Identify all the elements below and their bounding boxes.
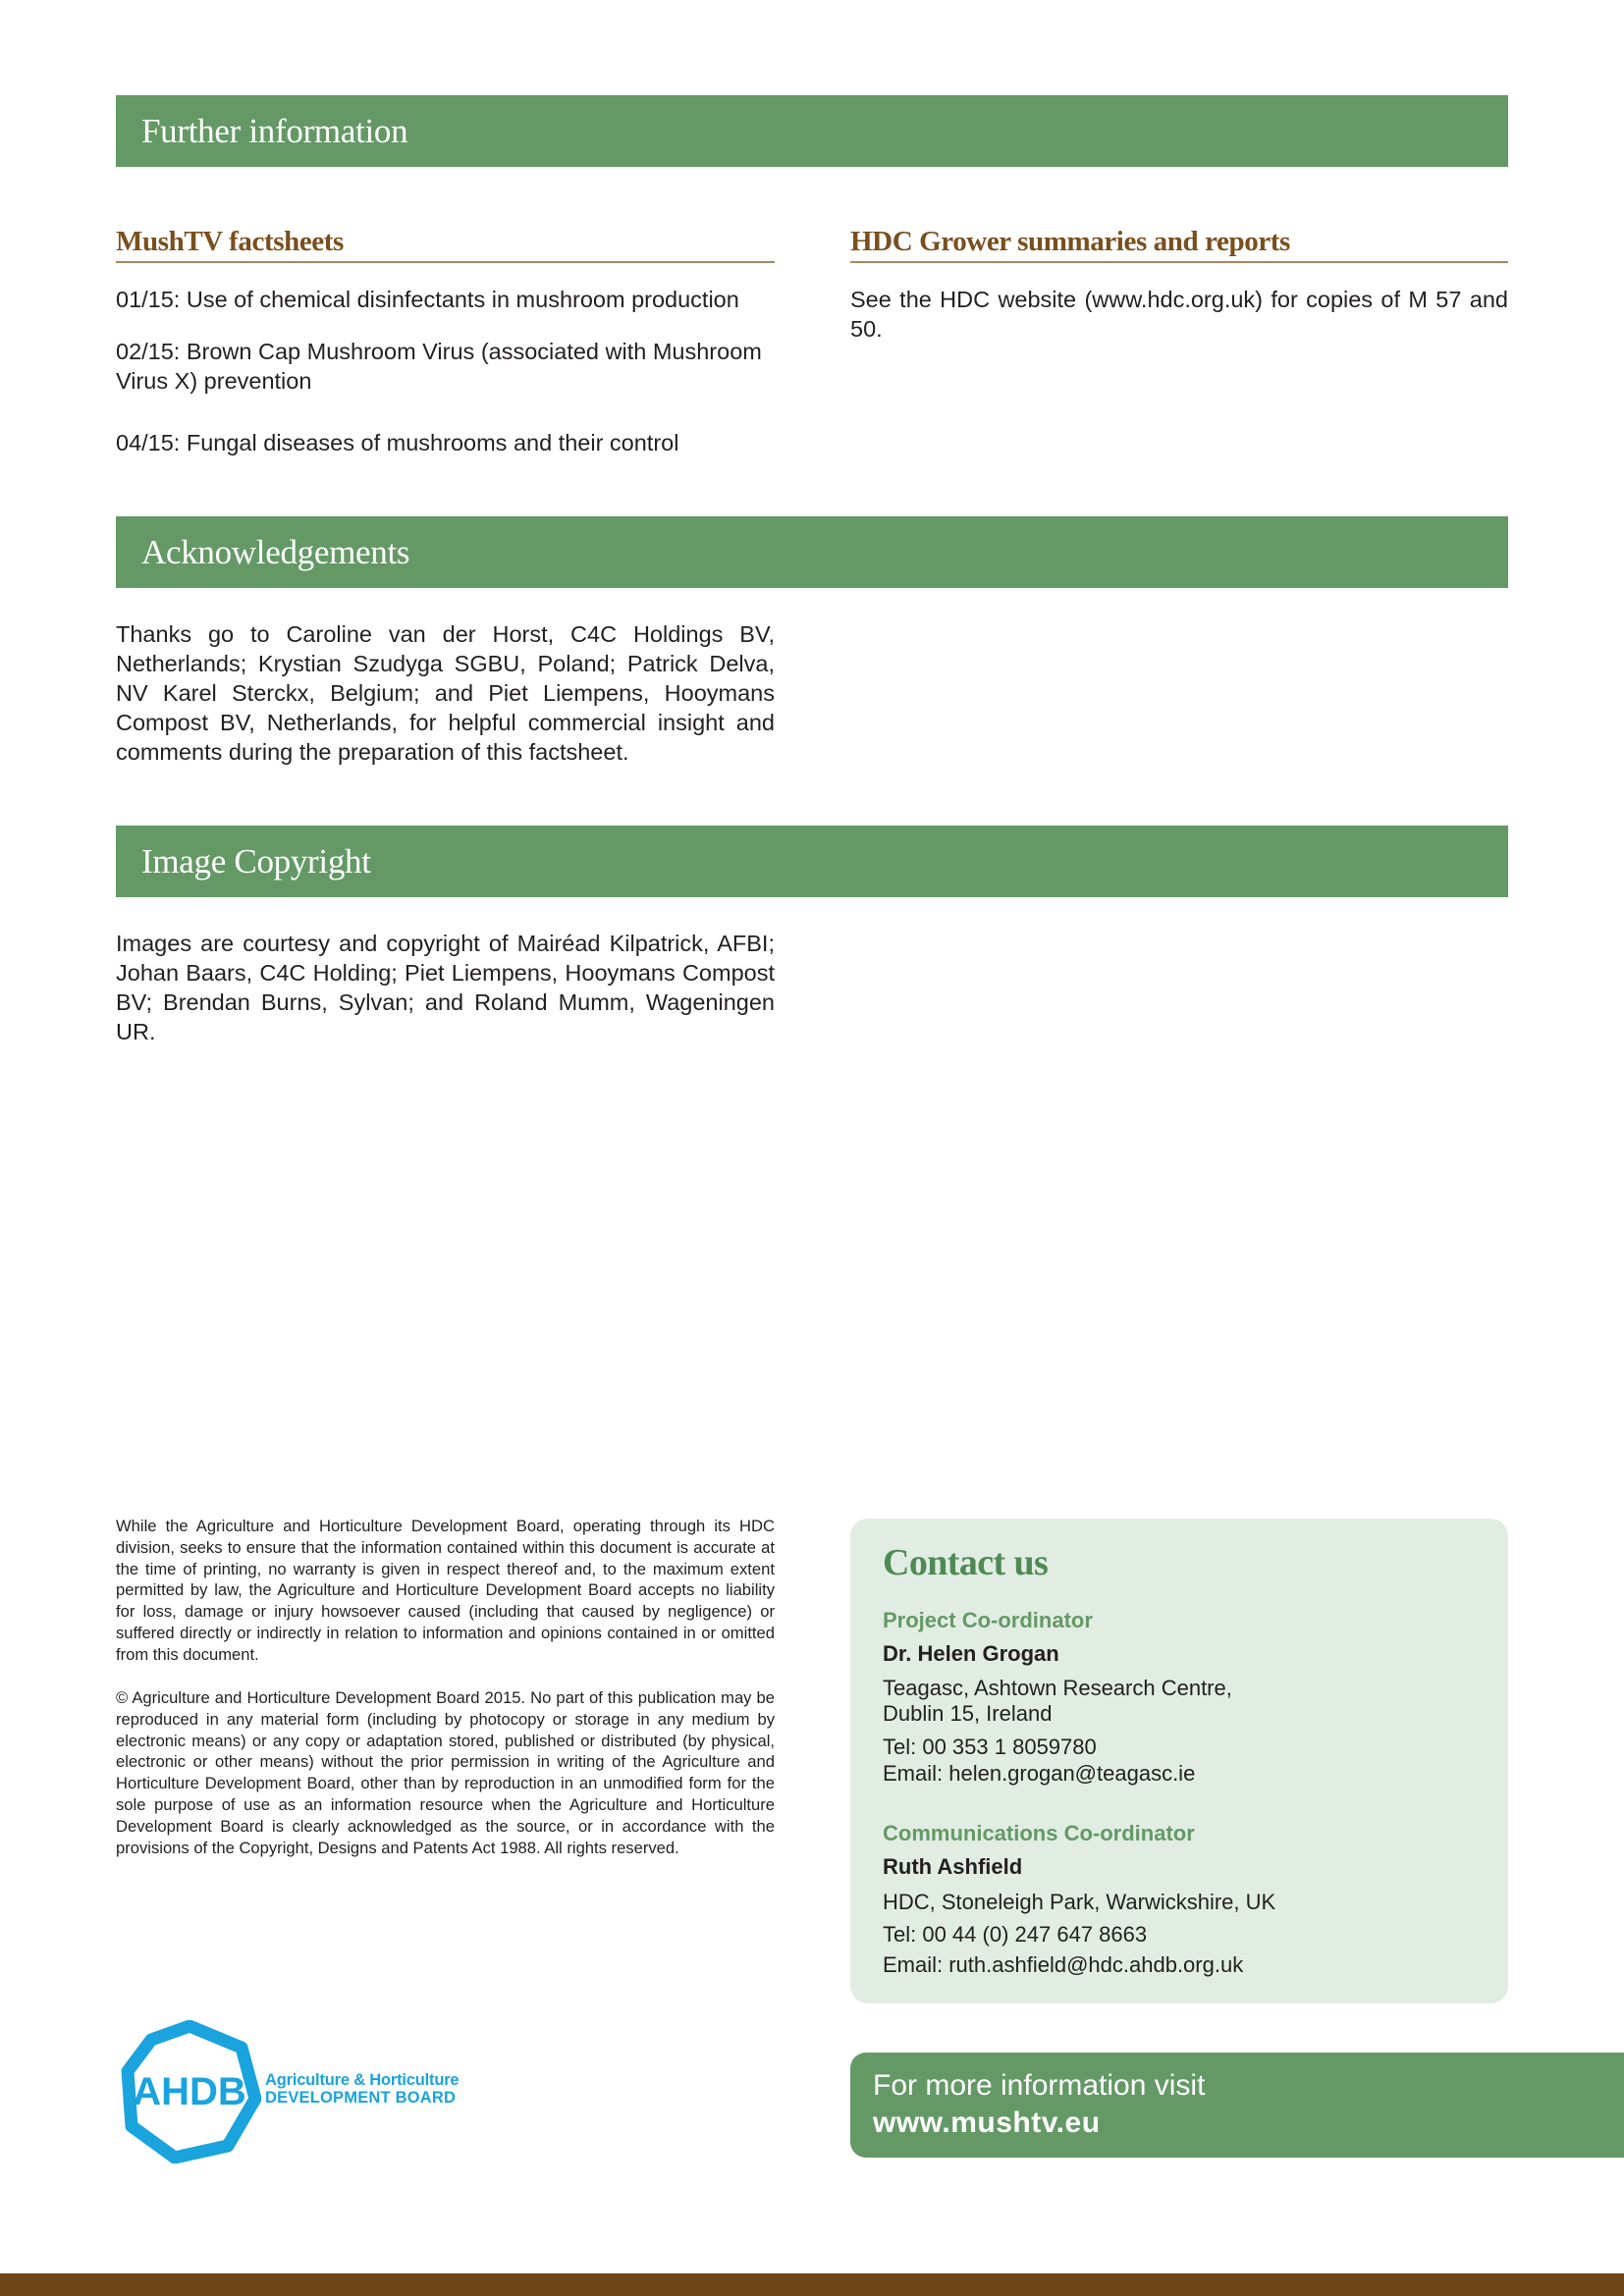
further-information-heading: Further information <box>116 95 1508 167</box>
mushtv-factsheets-heading: MushTV factsheets <box>116 226 344 257</box>
project-tel: Tel: 00 353 1 8059780 <box>883 1735 1097 1759</box>
disclaimer-paragraph: While the Agriculture and Horticulture Development Board, operating through its HDC division, seeks to ensure that the information contained within this document is accurate at the time of printing, no warranty is given in respect thereof and, to the maximum extent permitted by law, the Agriculture and Horticulture Development Board accepts no liability for loss, damage or injury howsoever caused (including that caused by negligence) or suffered directly or indirectly in relation to information and opinions contained in or omitted from this document. <box>116 1517 775 1664</box>
project-email[interactable]: Email: helen.grogan@teagasc.ie <box>883 1761 1196 1786</box>
image-copyright-heading: Image Copyright <box>116 826 1508 897</box>
communications-address: HDC, Stoneleigh Park, Warwickshire, UK <box>883 1890 1276 1914</box>
mushtv-heading-rule <box>116 261 775 263</box>
logo-line-development-board: DEVELOPMENT BOARD <box>265 2089 457 2107</box>
project-coordinator-role: Project Co-ordinator <box>883 1608 1093 1632</box>
image-copyright-text: Images are courtesy and copyright of Mairéad Kilpatrick, AFBI; Johan Baars, C4C Holding; Piet Liempens, Hooymans Compost BV; Brendan Burns, Sylvan; and Roland Mumm, Wageningen UR. <box>116 931 775 1044</box>
hdc-grower-summaries-heading: HDC Grower summaries and reports <box>850 226 1290 257</box>
factsheet-item: 04/15: Fungal diseases of mushrooms and their control <box>116 430 679 455</box>
communications-tel: Tel: 00 44 (0) 247 647 8663 <box>883 1922 1148 1947</box>
acknowledgements-text: Thanks go to Caroline van der Horst, C4C Holdings BV, Netherlands; Krystian Szudyga SGBU, Poland; Patrick Delva, NV Karel Sterckx, Belgium; and Piet Liempens, Hooymans Compost BV, Netherlands, for helpful commercial insight and comments during the preparation of this factsheet. <box>116 621 775 765</box>
contact-us-heading: Contact us <box>883 1542 1049 1583</box>
logo-line-agriculture: Agriculture & Horticulture <box>265 2071 460 2089</box>
factsheet-item: 02/15: Brown Cap Mushroom Virus (associated with Mushroom Virus X) prevention <box>116 339 762 394</box>
communications-email[interactable]: Email: ruth.ashfield@hdc.ahdb.org.uk <box>883 1952 1244 1977</box>
acknowledgements-heading: Acknowledgements <box>116 516 1508 588</box>
project-address-line: Dublin 15, Ireland <box>883 1701 1053 1726</box>
copyright-paragraph: © Agriculture and Horticulture Development Board 2015. No part of this publication may be reproduced in any material form (including by photocopy or storage in any medium by electronic means) or any copy or adaptation stored, published or distributed (by physical, electronic or other means) without the prior permission in writing of the Agriculture and Horticulture Development Board, other than by reproduction in an unmodified form for the sole purpose of use as an information resource when the Agriculture and Horticulture Development Board is clearly acknowledged as the source, or in accordance with the provisions of the Copyright, Designs and Patents Act 1988. All rights reserved. <box>116 1688 775 1857</box>
communications-coordinator-name: Ruth Ashfield <box>883 1854 1023 1879</box>
hdc-reports-text: See the HDC website (www.hdc.org.uk) for copies of M 57 and 50. <box>850 287 1508 342</box>
project-address-line: Teagasc, Ashtown Research Centre, <box>883 1676 1232 1700</box>
hdc-heading-rule <box>850 261 1508 263</box>
mushtv-website-link[interactable]: www.mushtv.eu <box>873 2107 1101 2139</box>
communications-coordinator-role: Communications Co-ordinator <box>883 1821 1195 1845</box>
project-coordinator-name: Dr. Helen Grogan <box>883 1641 1059 1666</box>
more-information-text: For more information visit <box>873 2069 1206 2102</box>
factsheet-item: 01/15: Use of chemical disinfectants in mushroom production <box>116 287 739 312</box>
ahdb-logo-icon <box>118 2020 261 2163</box>
footer-bar <box>0 2273 1624 2296</box>
ahdb-logo-mark: AHDB <box>133 2070 246 2113</box>
